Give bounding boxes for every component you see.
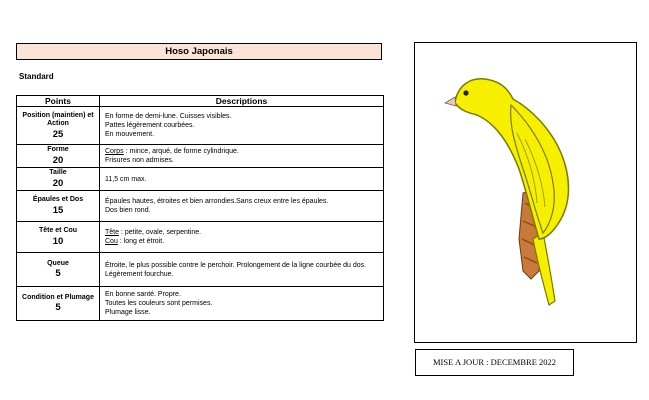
section-subtitle: Standard [19, 72, 54, 81]
description-cell [100, 253, 384, 287]
description-text: En forme de demi-lune. Cuisses visibles. [105, 113, 232, 120]
canary-illustration [414, 42, 637, 343]
criterion-label: Position (maintien) et Action [22, 111, 94, 127]
description-line [105, 270, 380, 279]
criterion-score: 15 [52, 204, 64, 216]
update-note: MISE A JOUR : DECEMBRE 2022 [415, 349, 574, 376]
table-row [17, 191, 384, 222]
criterion-label: Épaules et Dos [32, 196, 84, 204]
description-text: : petite, ovale, serpentine. [119, 229, 202, 236]
criterion-label: Condition et Plumage [22, 293, 94, 301]
table-row [17, 168, 384, 191]
description-text: 11,5 cm max. [105, 175, 147, 183]
description-text: Étroite, le plus possible contre le perchoir. Prolongement de la ligne courbée du dos. [105, 261, 367, 269]
description-text: Épaules hautes, étroites et bien arrondies.Sans creux entre les épaules. [105, 198, 329, 205]
standard-table [16, 95, 384, 321]
table-row [17, 253, 384, 287]
standard-title: Hoso Japonais [16, 43, 382, 60]
description-cell [100, 107, 384, 145]
points-cell [17, 145, 100, 168]
criterion-label: Queue [47, 259, 69, 267]
criterion-score: 20 [52, 177, 64, 189]
table-row [17, 145, 384, 168]
description-line [105, 299, 380, 308]
table-row [17, 222, 384, 253]
description-line [105, 175, 380, 184]
description-line [105, 112, 380, 121]
description-cell [100, 222, 384, 253]
description-line [105, 228, 380, 237]
description-text: Plumage lisse. [105, 309, 151, 316]
description-text: : long et étroit. [117, 238, 165, 245]
description-line [105, 130, 380, 139]
column-header-points: Points [17, 96, 100, 107]
description-term: Corps [105, 148, 124, 155]
criterion-score: 5 [55, 268, 61, 280]
points-cell [17, 222, 100, 253]
description-line [105, 261, 380, 270]
description-cell [100, 168, 384, 191]
description-text: Toutes les couleurs sont permises. [105, 300, 213, 307]
description-line [105, 308, 380, 317]
description-line [105, 197, 380, 206]
description-cell [100, 191, 384, 222]
description-line [105, 147, 380, 156]
criterion-label: Taille [49, 169, 67, 177]
description-text: Dos bien rond. [105, 207, 151, 214]
description-text: En bonne santé. Propre. [105, 291, 181, 298]
criterion-score: 25 [52, 128, 64, 140]
description-text: Frisures non admises. [105, 157, 174, 164]
description-text: Légèrement fourchue. [105, 270, 174, 278]
points-cell [17, 253, 100, 287]
points-cell [17, 168, 100, 191]
column-header-descriptions: Descriptions [100, 96, 384, 107]
criterion-label: Forme [47, 146, 69, 154]
points-cell [17, 107, 100, 145]
yellow-canary-on-perch-icon [415, 43, 636, 342]
points-cell [17, 287, 100, 321]
description-term: Tête [105, 229, 120, 236]
description-line [105, 156, 380, 165]
description-cell [100, 145, 384, 168]
criterion-label: Tête et Cou [38, 227, 78, 235]
description-text: : mince, arqué, de forme cylindrique. [123, 148, 239, 155]
description-text: Pattes légèrement courbées. [105, 122, 195, 129]
table-header-row [17, 96, 384, 107]
criterion-score: 5 [55, 302, 61, 314]
description-line [105, 237, 380, 246]
description-line [105, 206, 380, 215]
table-row [17, 107, 384, 145]
criterion-score: 10 [52, 235, 64, 247]
description-cell [100, 287, 384, 321]
description-line [105, 290, 380, 299]
description-text: En mouvement. [105, 131, 155, 138]
description-line [105, 121, 380, 130]
description-term: Cou [105, 238, 118, 245]
criterion-score: 20 [52, 154, 64, 166]
table-row [17, 287, 384, 321]
points-cell [17, 191, 100, 222]
